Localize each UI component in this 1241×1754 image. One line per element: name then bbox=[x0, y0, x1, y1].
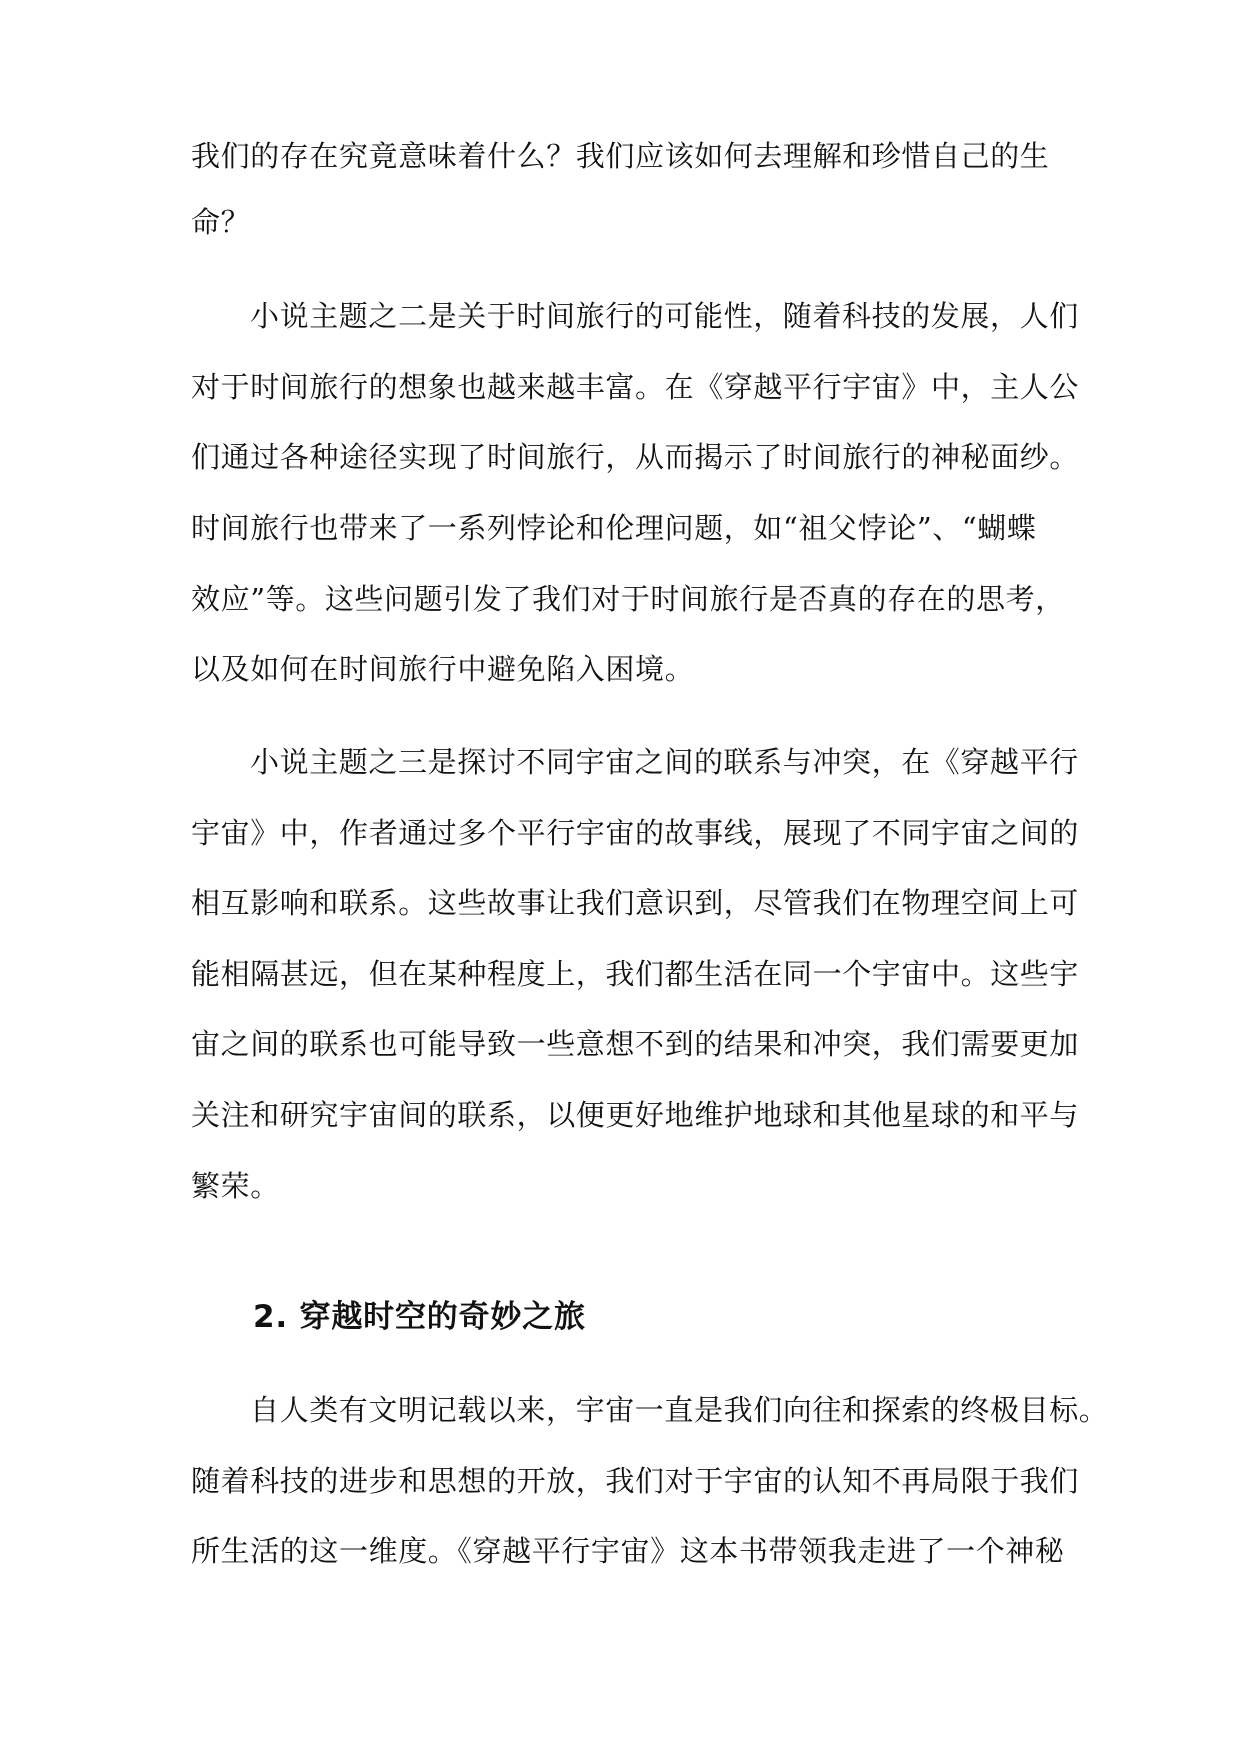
paragraph-3-line-5: 宙之间的联系也可能导致一些意想不到的结果和冲突，我们需要更加 bbox=[191, 1027, 1080, 1061]
paragraph-4-line-2: 随着科技的进步和思想的开放，我们对于宇宙的认知不再局限于我们 bbox=[191, 1464, 1080, 1498]
paragraph-3-line-6: 关注和研究宇宙间的联系，以便更好地维护地球和其他星球的和平与 bbox=[191, 1098, 1080, 1132]
paragraph-2-line-5: 效应”等。这些问题引发了我们对于时间旅行是否真的存在的思考， bbox=[191, 582, 1065, 616]
paragraph-2-line-2: 对于时间旅行的想象也越来越丰富。在《穿越平行宇宙》中，主人公 bbox=[191, 370, 1080, 404]
paragraph-3-line-4: 能相隔甚远，但在某种程度上，我们都生活在同一个宇宙中。这些宇 bbox=[191, 957, 1080, 991]
paragraph-2-line-3: 们通过各种途径实现了时间旅行，从而揭示了时间旅行的神秘面纱。 bbox=[191, 440, 1080, 474]
paragraph-2-line-1: 小说主题之二是关于时间旅行的可能性，随着科技的发展，人们 bbox=[250, 299, 1079, 333]
paragraph-3-line-7: 繁荣。 bbox=[191, 1169, 280, 1203]
paragraph-3-line-3: 相互影响和联系。这些故事让我们意识到，尽管我们在物理空间上可 bbox=[191, 886, 1080, 920]
paragraph-3-line-1: 小说主题之三是探讨不同宇宙之间的联系与冲突，在《穿越平行 bbox=[250, 745, 1079, 779]
paragraph-4-line-1: 自人类有文明记载以来，宇宙一直是我们向往和探索的终极目标。 bbox=[250, 1393, 1109, 1427]
paragraph-2-line-4: 时间旅行也带来了一系列悖论和伦理问题，如“祖父悖论”、“蝴蝶 bbox=[191, 511, 1037, 545]
paragraph-1-line-1: 我们的存在究竟意味着什么？我们应该如何去理解和珍惜自己的生 bbox=[191, 139, 1050, 173]
paragraph-4-line-3: 所生活的这一维度。《穿越平行宇宙》这本书带领我走进了一个神秘 bbox=[191, 1534, 1065, 1568]
paragraph-3-line-2: 宇宙》中，作者通过多个平行宇宙的故事线，展现了不同宇宙之间的 bbox=[191, 816, 1080, 850]
section-heading: 2. 穿越时空的奇妙之旅 bbox=[253, 1299, 586, 1335]
paragraph-1-line-2: 命？ bbox=[191, 205, 251, 239]
paragraph-2-line-6: 以及如何在时间旅行中避免陷入困境。 bbox=[191, 652, 695, 686]
